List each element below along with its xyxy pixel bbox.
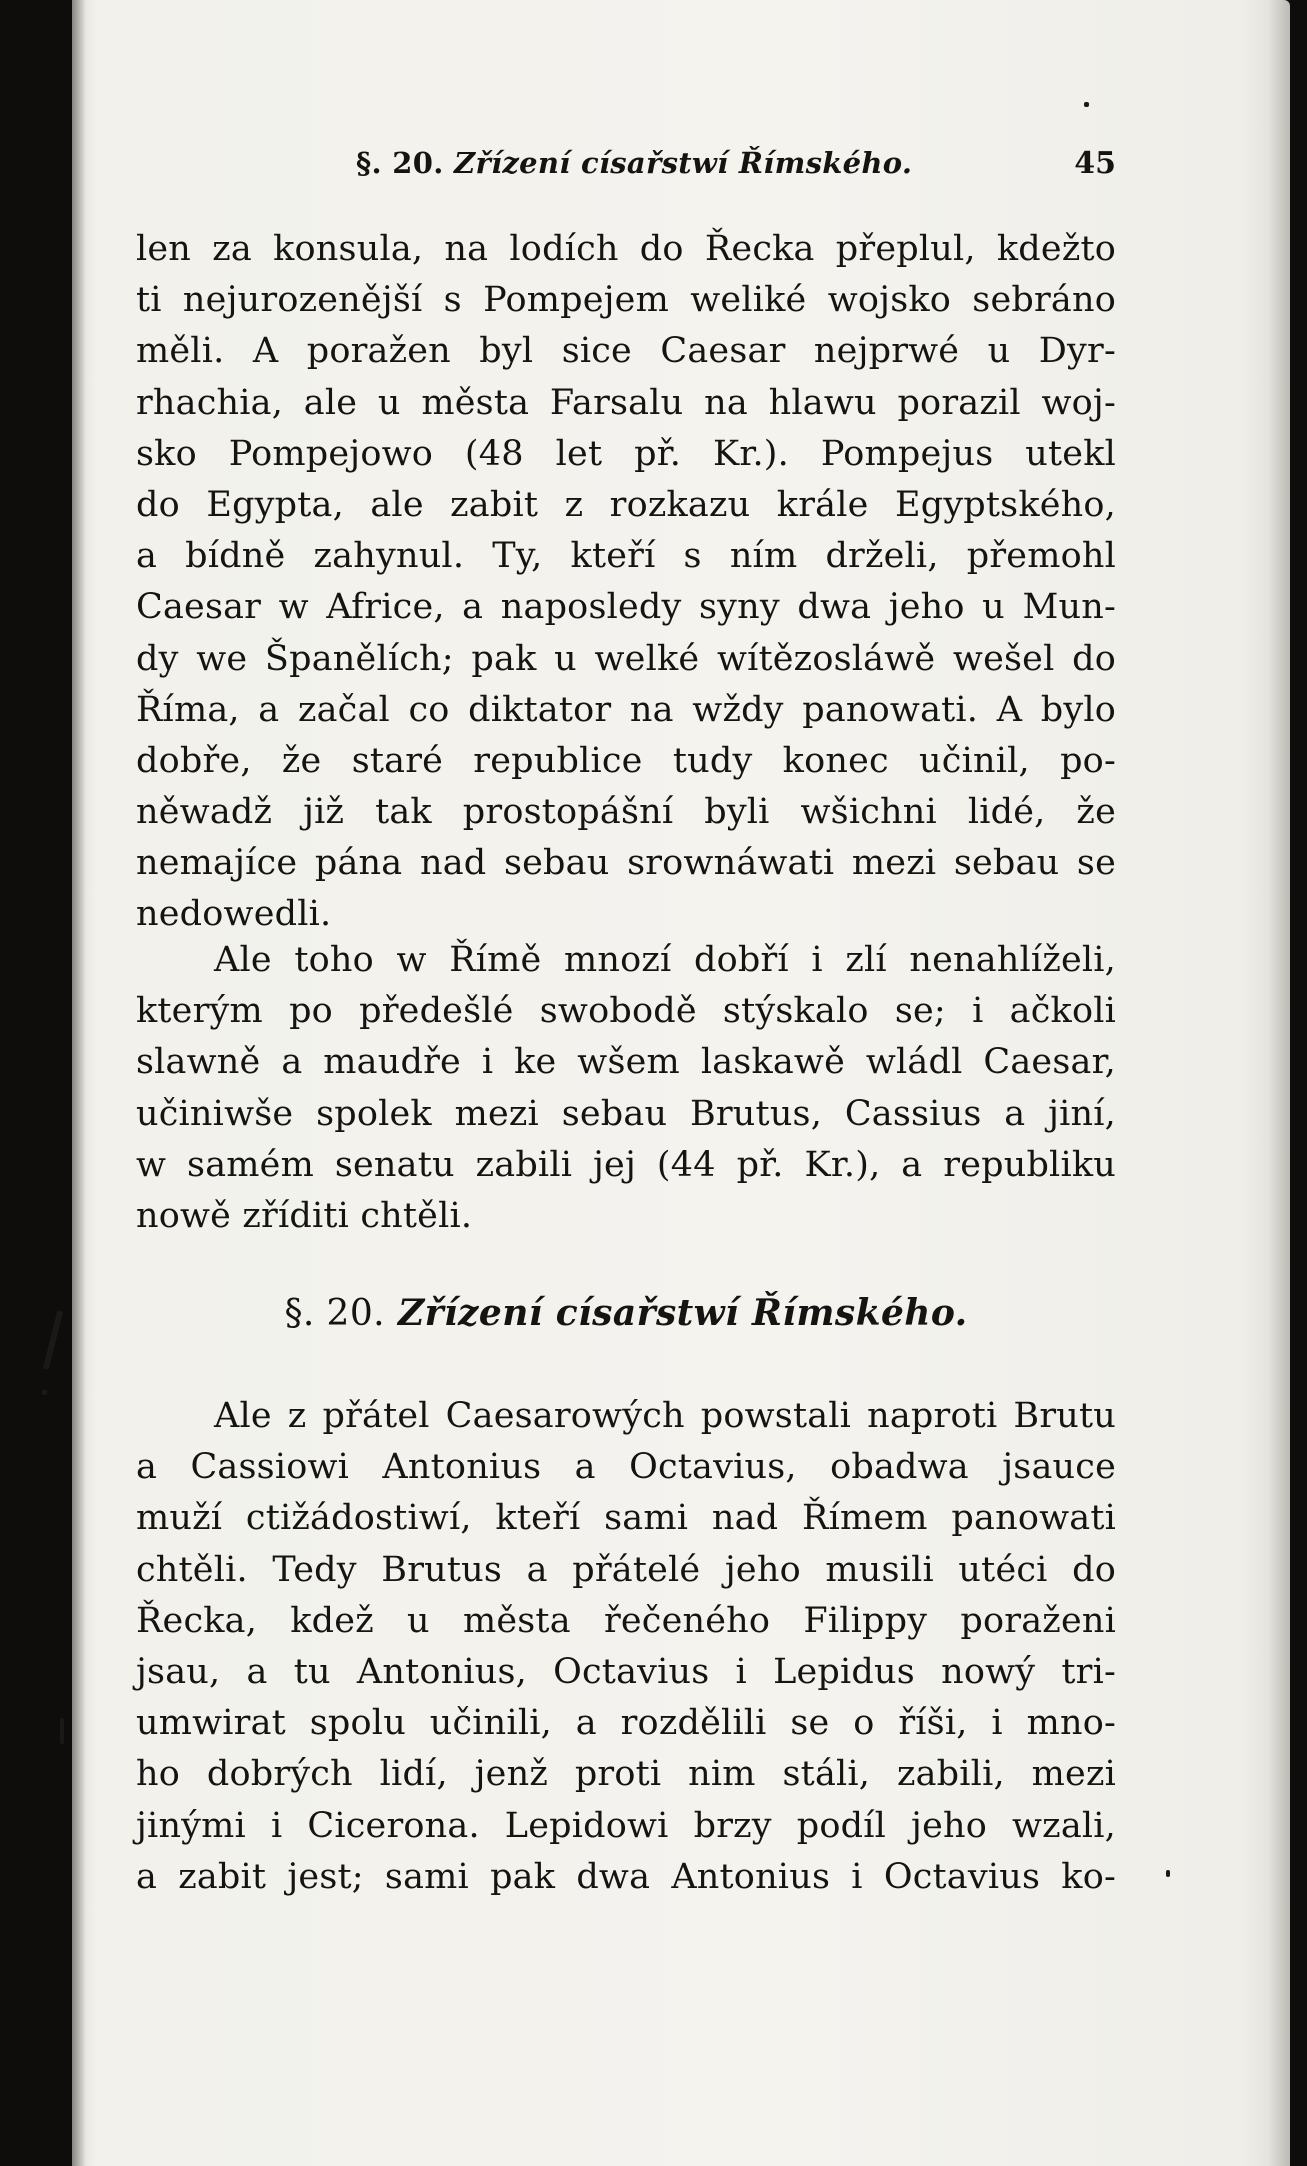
text-line: slawně a maudře i ke wšem laskawě wládl Caesar,	[136, 1042, 1116, 1083]
scan-speck	[43, 1310, 63, 1370]
running-head-section-number: §. 20.	[356, 146, 444, 180]
text-line: w samém senatu zabili jej (44 př. Kr.), a republiku	[136, 1144, 1116, 1185]
paragraph-1	[136, 224, 1116, 941]
text-line: jinými i Cicerona. Lepidowi brzy podíl jeho wzali,	[136, 1805, 1116, 1846]
scan-speck	[1166, 1870, 1170, 1877]
text-line: jsau, a tu Antonius, Octavius i Lepidus nowý tri-	[136, 1651, 1116, 1692]
paragraph-3	[136, 1391, 1116, 1903]
text-line: měli. A poražen byl sice Caesar nejprwé u Dyr-	[136, 331, 1116, 372]
scan-speck	[42, 1390, 47, 1395]
text-line: nemajíce pána nad sebau srownáwati mezi sebau se	[136, 843, 1116, 884]
text-line: a bídně zahynul. Ty, kteří s ním drželi, přemohl	[136, 536, 1116, 577]
section-heading-title: Zřízení císařstwí Římského.	[397, 1292, 968, 1334]
text-line: muží ctižádostiwí, kteří sami nad Římem panowati	[136, 1498, 1116, 1539]
text-line: Ale toho w Římě mnozí dobří i zlí nenahlíželi,	[214, 940, 1116, 980]
text-line: Caesar w Africe, a naposledy syny dwa jeho u Mun-	[136, 587, 1116, 628]
text-line: kterým po předešlé swobodě stýskalo se; i ačkoli	[136, 991, 1116, 1032]
page-edge-shadow	[1268, 0, 1290, 2166]
text-line: rhachia, ale u města Farsalu na hlawu porazil woj-	[136, 382, 1116, 423]
section-heading	[136, 1292, 1116, 1334]
text-line: nowě zříditi chtěli.	[136, 1195, 473, 1236]
text-line: a zabit jest; sami pak dwa Antonius i Octavius ko-	[136, 1856, 1116, 1897]
text-line: len za konsula, na lodích do Řecka přeplul, kdežto	[136, 229, 1116, 269]
text-line: dy we Španělích; pak u welké wítězosláwě wešel do	[136, 638, 1116, 679]
text-line: ho dobrých lidí, jenž proti nim stáli, zabili, mezi	[136, 1754, 1116, 1795]
text-line: něwadž již tak prostopášní byli wšichni lidé, že	[136, 792, 1116, 833]
text-line: dobře, že staré republice tudy konec učinil, po-	[136, 740, 1116, 781]
text-line: nedowedli.	[136, 894, 332, 935]
text-line: do Egypta, ale zabit z rozkazu krále Egyptského,	[136, 484, 1116, 525]
book-page	[72, 0, 1290, 2166]
text-line: ti nejurozenější s Pompejem weliké wojsko sebráno	[136, 280, 1116, 321]
text-line: Říma, a začal co diktator na wždy panowati. A bylo	[136, 689, 1116, 730]
text-line: Řecka, kdež u města řečeného Filippy poraženi	[136, 1600, 1116, 1641]
text-line: umwirat spolu učinili, a rozdělili se o říši, i mno-	[136, 1703, 1116, 1744]
text-line: učiniwše spolek mezi sebau Brutus, Cassius a jiní,	[136, 1093, 1116, 1134]
text-line: Ale z přátel Caesarowých powstali naproti Brutu	[214, 1396, 1116, 1436]
paragraph-2	[136, 935, 1116, 1242]
page-number: 45	[1074, 146, 1116, 181]
gutter-shadow	[72, 0, 86, 2166]
text-line: a Cassiowi Antonius a Octavius, obadwa jsauce	[136, 1447, 1116, 1488]
running-head	[356, 146, 912, 180]
text-line: chtěli. Tedy Brutus a přátelé jeho musili utéci do	[136, 1549, 1116, 1590]
text-line: sko Pompejowo (48 let př. Kr.). Pompejus utekl	[136, 433, 1116, 474]
running-head-title: Zřízení císařstwí Římského.	[454, 146, 913, 180]
scan-speck	[60, 1718, 64, 1744]
scan-speck	[1084, 102, 1089, 107]
section-heading-number: §. 20.	[284, 1293, 385, 1334]
running-header	[136, 146, 1116, 190]
